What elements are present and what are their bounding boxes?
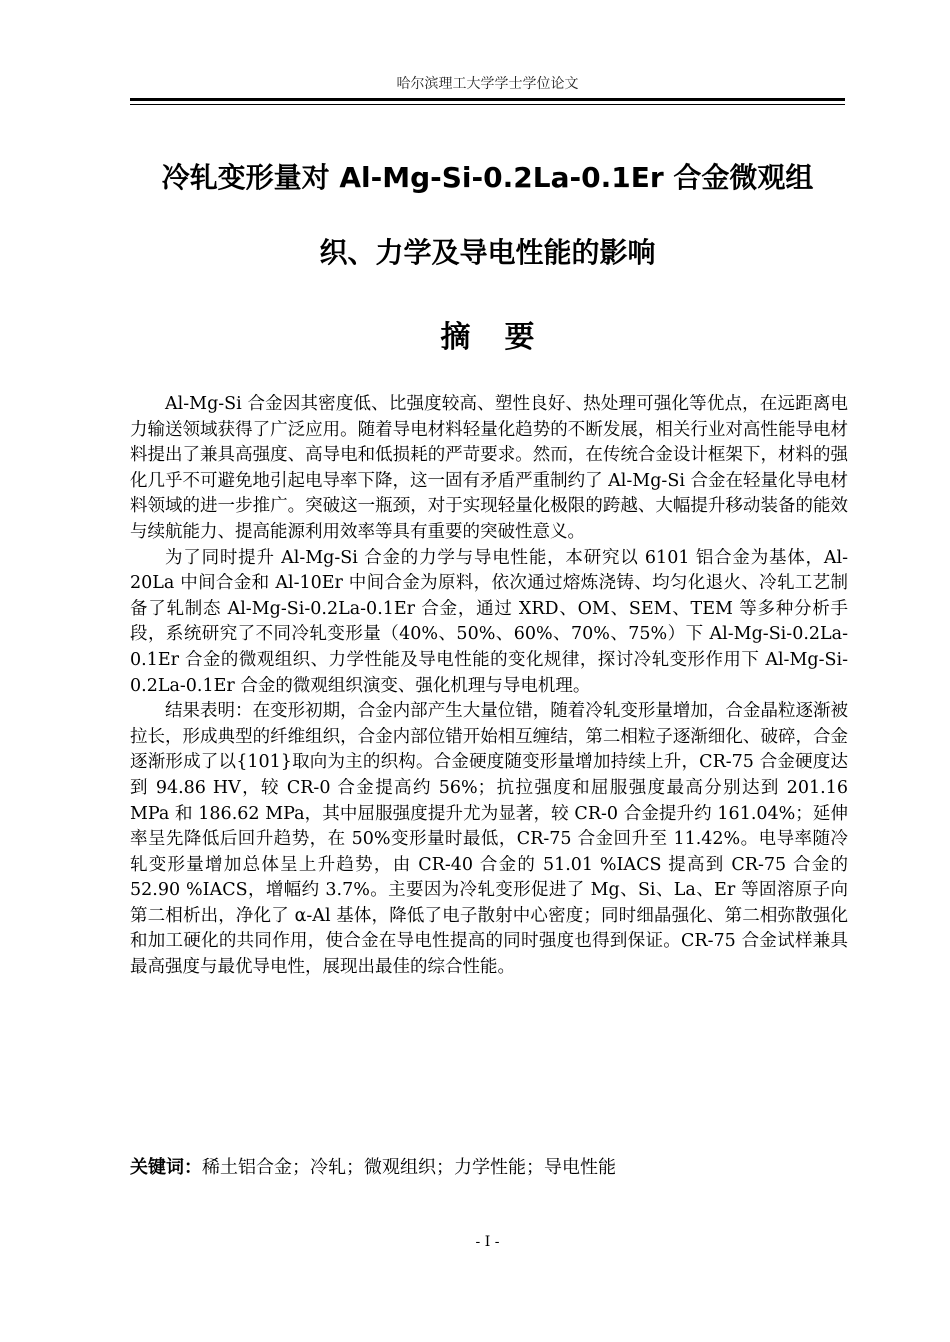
abstract-paragraph-1: Al-Mg-Si 合金因其密度低、比强度较高、塑性良好、热处理可强化等优点，在远距离电力输送领域获得了广泛应用。随着导电材料轻量化趋势的不断发展，相关行业对高性能导电材料提出了兼具高强度、高导电和低损耗的严苛要求。然而，在传统合金设计框架下，材料的强化几乎不可避免地引起电导率下降，这一固有矛盾严重制约了 Al-Mg-Si 合金在轻量化导电材料领域的进一步推广。突破这一瓶颈，对于实现轻量化极限的跨越、大幅提升移动装备的能效与续航能力、提高能源利用效率等具有重要的突破性意义。 <box>130 394 848 542</box>
keywords-text: 稀土铝合金；冷轧；微观组织；力学性能；导电性能 <box>202 1157 616 1178</box>
keywords-label: 关键词： <box>130 1157 202 1178</box>
page-number: - I - <box>475 1234 500 1250</box>
abstract-body <box>130 392 848 981</box>
title-line-1: 冷轧变形量对 Al-Mg-Si-0.2La-0.1Er 合金微观组 <box>161 161 814 194</box>
header-rule-thin <box>130 104 845 105</box>
abstract-heading: 摘要 <box>440 320 569 355</box>
header-rule-thick <box>130 98 845 101</box>
title-line-2: 织、力学及导电性能的影响 <box>319 236 656 269</box>
keywords-line <box>130 1155 845 1181</box>
abstract-paragraph-3: 结果表明：在变形初期，合金内部产生大量位错，随着冷轧变形量增加，合金晶粒逐渐被拉长，形成典型的纤维组织，合金内部位错开始相互缠结，第二相粒子逐渐细化、破碎，合金逐渐形成了以{101}取向为主的织构。合金硬度随变形量增加持续上升，CR-75 合金硬度达到 94.86 HV，较 CR-0 合金提高约 56%；抗拉强度和屈服强度最高分别达到 201.16 MPa 和 186.62 MPa，其中屈服强度提升尤为显著，较 CR-0 合金提升约 161.04%；延伸率呈先降低后回升趋势，在 50%变形量时最低，CR-75 合金回升至 11.42%。电导率随冷轧变形量增加总体呈上升趋势，由 CR-40 合金的 51.01 %IACS 提高到 CR-75 合金的 52.90 %IACS，增幅约 3.7%。主要因为冷轧变形促进了 Mg、Si、La、Er 等固溶原子向第二相析出，净化了 α-Al 基体，降低了电子散射中心密度；同时细晶强化、第二相弥散强化和加工硬化的共同作用，使合金在导电性提高的同时强度也得到保证。CR-75 合金试样兼具最高强度与最优导电性，展现出最佳的综合性能。 <box>130 701 848 978</box>
page-header: 哈尔滨理工大学学士学位论文 <box>396 76 579 92</box>
abstract-paragraph-2: 为了同时提升 Al-Mg-Si 合金的力学与导电性能，本研究以 6101 铝合金为基体，Al-20La 中间合金和 Al-10Er 中间合金为原料，依次通过熔炼浇铸、均匀化退火、冷轧工艺制备了轧制态 Al-Mg-Si-0.2La-0.1Er 合金，通过 XRD、OM、SEM、TEM 等多种分析手段，系统研究了不同冷轧变形量（40%、50%、60%、70%、75%）下 Al-Mg-Si-0.2La-0.1Er 合金的微观组织、力学性能及导电性能的变化规律，探讨冷轧变形作用下 Al-Mg-Si-0.2La-0.1Er 合金的微观组织演变、强化机理与导电机理。 <box>130 547 848 696</box>
